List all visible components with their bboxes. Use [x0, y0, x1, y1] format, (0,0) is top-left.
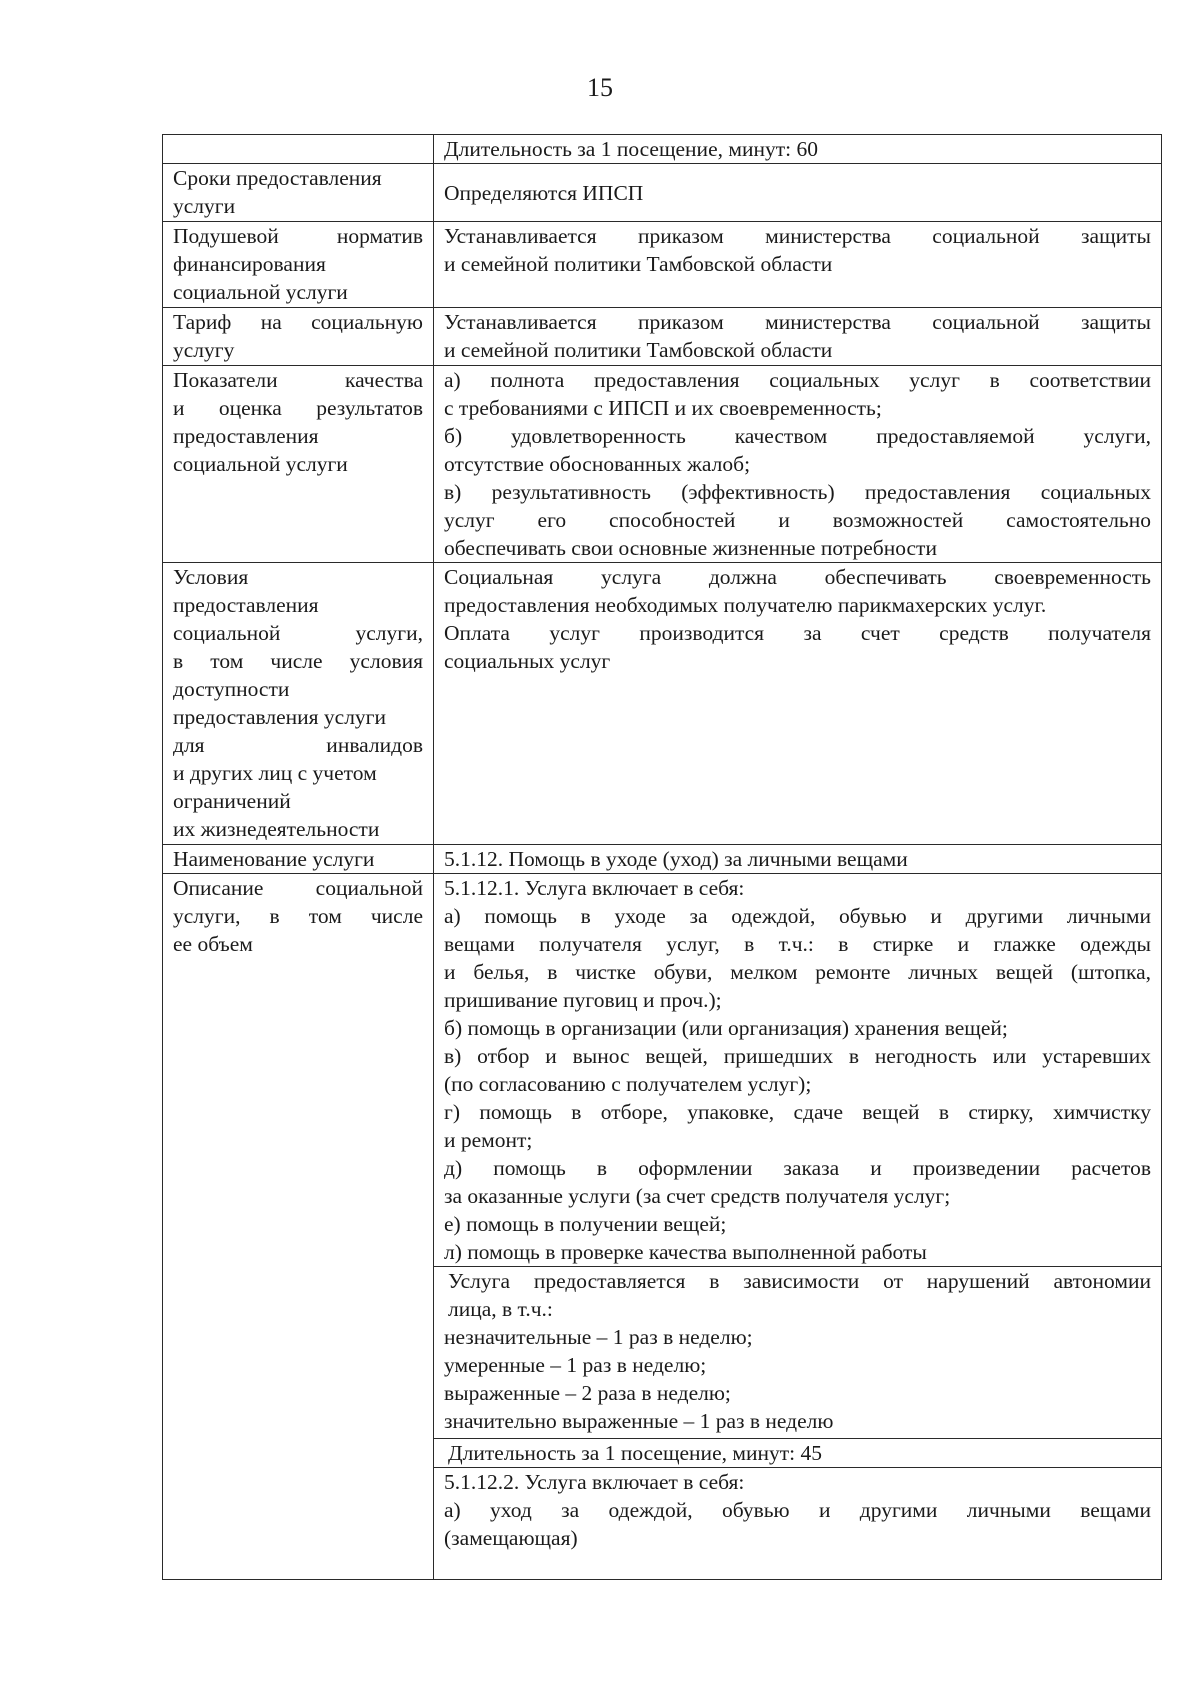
duration-cell: Длительность за 1 посещение, минут: 60 — [434, 135, 1162, 164]
table-row — [163, 135, 1162, 164]
table-row — [163, 164, 1162, 222]
table-row — [163, 874, 1162, 1267]
row-label: Наименование услуги — [163, 845, 434, 874]
service-table — [162, 134, 1162, 1580]
table-row — [163, 308, 1162, 366]
row-label: Сроки предоставления услуги — [163, 164, 434, 222]
service-description: 5.1.12.2. Услуга включает в себя: а) уход за одеждой, обувью и другими личными вещами (замещающая) — [434, 1468, 1162, 1580]
frequency-cell: Услуга предоставляется в зависимости от нарушений автономии лица, в т.ч.: незначительные – 1 раз в неделю; умеренные – 1 раз в неделю; выраженные – 2 раза в неделю; значительно выраженные – 1 раз в неделю — [434, 1267, 1162, 1439]
duration-cell: Длительность за 1 посещение, минут: 45 — [434, 1439, 1162, 1468]
empty-cell — [163, 135, 434, 164]
service-name: 5.1.12. Помощь в уходе (уход) за личными вещами — [434, 845, 1162, 874]
table-row — [163, 366, 1162, 563]
table-row — [163, 563, 1162, 845]
row-label: Подушевой норматив финансирования социальной услуги — [163, 222, 434, 308]
table-row — [163, 222, 1162, 308]
service-description: 5.1.12.1. Услуга включает в себя: а) помощь в уходе за одеждой, обувью и другими личными вещами получателя услуг, в т.ч.: в стирке и глажке одежды и белья, в чистке обуви, мелком ремонте личных вещей (штопка, пришивание пуговиц и проч.); б) помощь в организации (или организация) хранения вещей; в) отбор и вынос вещей, пришедших в негодность или устаревших (по согласованию с получателем услуг); г) помощь в отборе, упаковке, сдаче вещей в стирку, химчистку и ремонт; д) помощь в оформлении заказа и произведении расчетов за оказанные услуги (за счет средств получателя услуг; е) помощь в получении вещей; л) помощь в проверке качества выполненной работы — [434, 874, 1162, 1267]
page-number: 15 — [587, 73, 613, 102]
row-label: Условия предоставления социальной услуги, в том числе условия доступности предоставления услуги для инвалидов и других лиц с учетом ограничений их жизнедеятельности — [163, 563, 434, 845]
row-value: Определяются ИПСП — [434, 164, 1162, 222]
row-value: Устанавливается приказом министерства социальной защиты и семейной политики Тамбовской области — [434, 308, 1162, 366]
row-value: Устанавливается приказом министерства социальной защиты и семейной политики Тамбовской области — [434, 222, 1162, 308]
row-label: Тариф на социальную услугу — [163, 308, 434, 366]
row-value: а) полнота предоставления социальных услуг в соответствии с требованиями с ИПСП и их своевременность; б) удовлетворенность качеством предоставляемой услуги, отсутствие обоснованных жалоб; в) результативность (эффективность) предоставления социальных услуг его способностей и возможностей самостоятельно обеспечивать свои основные жизненные потребности — [434, 366, 1162, 563]
row-label: Описание социальной услуги, в том числе ее объем — [163, 874, 434, 1580]
row-value: Социальная услуга должна обеспечивать своевременность предоставления необходимых получателю парикмахерских услуг. Оплата услуг производится за счет средств получателя социальных услуг — [434, 563, 1162, 845]
row-label: Показатели качества и оценка результатов предоставления социальной услуги — [163, 366, 434, 563]
table-row — [163, 845, 1162, 874]
